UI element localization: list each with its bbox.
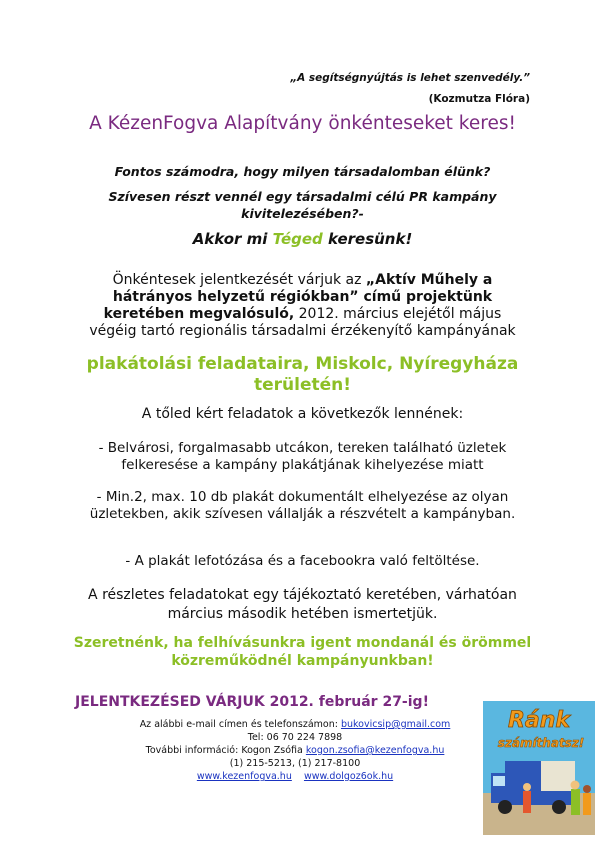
closing-paragraph: Szeretnénk, ha felhívásunkra igent mondanál és örömmel közreműködnél kampányunkban! — [73, 635, 532, 669]
person-head — [583, 785, 591, 793]
call-to-action — [0, 230, 605, 248]
intro-paragraph — [80, 272, 525, 340]
contact-line-email — [120, 718, 470, 731]
question-2: Szívesen részt vennél egy társadalmi célú PR kampány kivitelezésében?- — [108, 189, 497, 221]
contact-block — [120, 718, 470, 783]
truck-window — [493, 776, 505, 786]
tasks-lead: A tőled kért feladatok a következők lennének: — [141, 406, 464, 422]
intro-project-name: „Aktív Műhely a hátrányos helyzetű régiókban” című projektünk keretében megvalósuló, — [103, 272, 493, 322]
cta-prefix: Akkor mi — [192, 230, 273, 248]
person — [523, 791, 531, 813]
poster-subtitle: számíthatsz! — [497, 736, 585, 750]
cta-suffix: keresünk! — [322, 230, 413, 248]
person-head — [571, 781, 580, 790]
person — [583, 793, 591, 815]
page-title: A KézenFogva Alapítvány önkénteseket keres! — [89, 113, 516, 134]
intro-text-1: Önkéntesek jelentkezését várjuk az — [112, 272, 366, 288]
epigraph-author: (Kozmutza Flóra) — [428, 93, 530, 105]
details-paragraph: A részletes feladatokat egy tájékoztató keretében, várhatóan március második hetében ismertetjük. — [88, 587, 517, 622]
contact-line-info — [120, 744, 470, 757]
contact-info-label: További információ: Kogon Zsófia — [145, 745, 306, 756]
person — [571, 789, 580, 815]
email-link-bukovics[interactable]: bukovicsip@gmail.com — [340, 719, 451, 730]
task-item: - A plakát lefotózása és a facebookra való feltöltése. — [125, 553, 480, 569]
website-link-dolgoz6ok[interactable]: www.dolgoz6ok.hu — [303, 771, 394, 782]
contact-email-label: Az alábbi e-mail címen és telefonszámon: — [139, 719, 341, 730]
truck-wheel — [498, 800, 512, 814]
question-1: Fontos számodra, hogy milyen társadalomban élünk? — [114, 164, 491, 179]
cta-highlight: Téged — [272, 230, 323, 248]
contact-phones: (1) 215-5213, (1) 217-8100 — [229, 758, 361, 769]
truck-wheel — [552, 800, 566, 814]
location-heading: plakátolási feladataira, Miskolc, Nyíregyháza területén! — [86, 354, 519, 395]
task-item: - Belvárosi, forgalmasabb utcákon, tereken található üzletek felkeresése a kampány plakátjának kihelyezése miatt — [98, 440, 507, 473]
campaign-poster-image — [483, 701, 595, 835]
task-item: - Min.2, max. 10 db plakát dokumentált elhelyezése az olyan üzletekben, akik szívesen vállalják a részvételt a kampányban. — [89, 489, 516, 522]
poster-title: Ránk — [507, 708, 571, 733]
intro-text-2: 2012. március elejétől május végéig tartó regionális társadalmi érzékenyítő kampányának — [89, 306, 516, 339]
email-link-kogon[interactable]: kogon.zsofia@kezenfogva.hu — [305, 745, 445, 756]
person-head — [523, 783, 531, 791]
website-link-kezenfogva[interactable]: www.kezenfogva.hu — [196, 771, 292, 782]
contact-phone: Tel: 06 70 224 7898 — [247, 732, 343, 743]
deadline-banner: JELENTKEZÉSED VÁRJUK 2012. február 27-ig! — [75, 694, 429, 710]
contact-websites — [120, 770, 470, 783]
truck-cargo — [541, 761, 575, 791]
epigraph-quote: „A segítségnyújtás is lehet szenvedély.” — [290, 72, 530, 84]
